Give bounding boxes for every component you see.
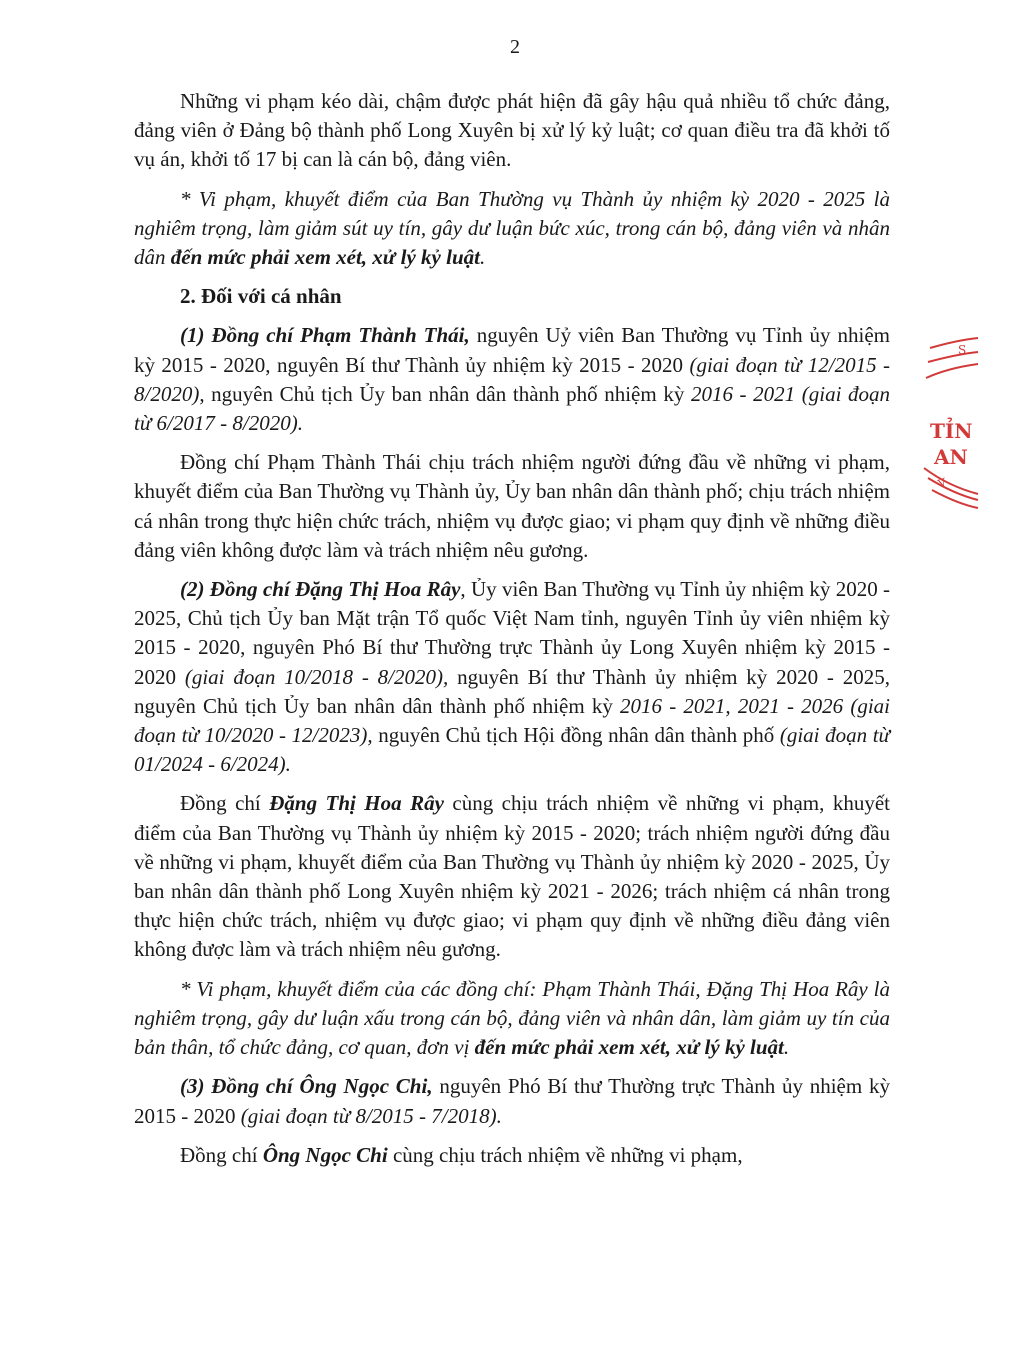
text: Đồng chí Phạm Thành Thái chịu trách nhiệm người đứng đầu về những vi phạm, khuyết điểm của Ban Thường vụ Thành ủy, Ủy ban nhân dân thành phố; chịu trách nhiệm cá nhân trong thực hiện chức trách, nhiệm vụ được giao; vi phạm quy định về những điều đảng viên không được làm và trách nhiệm nêu gương. [134,450,890,562]
paragraph-person-1 [134,321,890,438]
paragraph-individuals-conclusion [134,975,890,1063]
period-text: (giai đoạn từ 8/2015 - 7/2018). [240,1103,502,1128]
period-text: 2016 - 2021, 2021 - 2026 (giai đoạn từ 10/2020 - 12/2023), [134,693,891,748]
svg-text:V: V [936,475,949,491]
text: . [479,245,486,270]
text: * Vi phạm, khuyết điểm của các đồng chí: Phạm Thành Thái, Đặng Thị Hoa Rây là nghiêm trọng, gây dư luận xấu trong cán bộ, đảng viên và nhân dân, làm giảm uy tín của bản thân, tổ chức đảng, cơ quan, đơn vị [134,976,890,1060]
text: nguyên Uỷ viên Ban Thường vụ Tỉnh ủy nhiệm kỳ 2015 - 2020, nguyên Bí thư Thành ủy nhiệm kỳ 2015 - 2020 [134,323,890,377]
svg-text:AN: AN [934,445,968,469]
paragraph-person-3 [134,1072,890,1130]
svg-text:TỈN: TỈN [930,419,973,443]
paragraph-person-1-responsibility [134,448,890,565]
text: nguyên Bí thư Thành ủy nhiệm kỳ 2020 - 2025, nguyên Chủ tịch Ủy ban nhân dân thành phố nhiệm kỳ [134,664,891,718]
text: , nguyên Chủ tịch Ủy ban nhân dân thành phố nhiệm kỳ [199,381,691,406]
svg-text:S: S [958,343,967,357]
person-name: Đặng Thị Hoa Rây [269,791,444,816]
text: cùng chịu trách nhiệm về những vi phạm, khuyết điểm của Ban Thường vụ Thành ủy nhiệm kỳ 2015 - 2020; trách nhiệm người đứng đầu về những vi phạm, khuyết điểm của Ban Thường vụ Thành ủy nhiệm kỳ 2020 - 2025, Ủy ban nhân dân thành phố Long Xuyên nhiệm kỳ 2021 - 2026; trách nhiệm cá nhân trong thực hiện chức trách, nhiệm vụ được giao; vi phạm quy định về những điều đảng viên không được làm và trách nhiệm nêu gương. [134,791,890,962]
text: Đồng chí [180,791,270,816]
page-number: 2 [510,36,520,58]
person-name: Ông Ngọc Chi [262,1142,388,1167]
seal-stamp [918,318,978,528]
paragraph-consequences [134,87,890,175]
section-heading [134,282,890,311]
text: cùng chịu trách nhiệm về những vi phạm, [387,1142,743,1167]
text: . [783,1035,790,1060]
emphasis-text: đến mức phải xem xét, xử lý kỷ luật [170,245,480,270]
paragraph-person-2 [134,575,890,779]
paragraph-person-2-responsibility [134,789,890,964]
person-name: (1) Đồng chí Phạm Thành Thái, [180,323,470,348]
paragraph-committee-conclusion [134,185,890,273]
heading-text: 2. Đối với cá nhân [180,284,342,309]
period-text: 2016 - 2021 (giai đoạn từ 6/2017 - 8/2020). [134,381,891,436]
person-name: (2) Đồng chí Đặng Thị Hoa Rây [180,577,461,602]
person-name: (3) Đồng chí Ông Ngọc Chi, [180,1074,433,1099]
text: nguyên Chủ tịch Hội đồng nhân dân thành phố [372,723,780,748]
document-body [134,87,890,1180]
period-text: (giai đoạn từ 12/2015 - 8/2020) [134,352,891,406]
text: nguyên Phó Bí thư Thường trực Thành ủy nhiệm kỳ 2015 - 2020 [134,1074,890,1128]
paragraph-person-3-responsibility [134,1141,890,1170]
emphasis-text: đến mức phải xem xét, xử lý kỷ luật [474,1035,784,1060]
period-text: (giai đoạn 10/2018 - 8/2020), [184,664,449,689]
text: * Vi phạm, khuyết điểm của Ban Thường vụ Thành ủy nhiệm kỳ 2020 - 2025 là nghiêm trọng, làm giảm sút uy tín, gây dư luận bức xúc, trong cán bộ, đảng viên và nhân dân [134,186,890,270]
text: Những vi phạm kéo dài, chậm được phát hiện đã gây hậu quả nhiều tổ chức đảng, đảng viên ở Đảng bộ thành phố Long Xuyên bị xử lý kỷ luật; cơ quan điều tra đã khởi tố vụ án, khởi tố 17 bị can là cán bộ, đảng viên. [134,89,890,172]
text: Đồng chí [180,1142,263,1167]
text: , Ủy viên Ban Thường vụ Tỉnh ủy nhiệm kỳ 2020 - 2025, Chủ tịch Ủy ban Mặt trận Tổ quốc Việt Nam tỉnh, nguyên Tỉnh ủy viên nhiệm kỳ 2015 - 2020, nguyên Phó Bí thư Thường trực Thành ủy Long Xuyên nhiệm kỳ 2015 - 2020 [134,577,890,689]
period-text: (giai đoạn từ 01/2024 - 6/2024). [134,723,890,777]
